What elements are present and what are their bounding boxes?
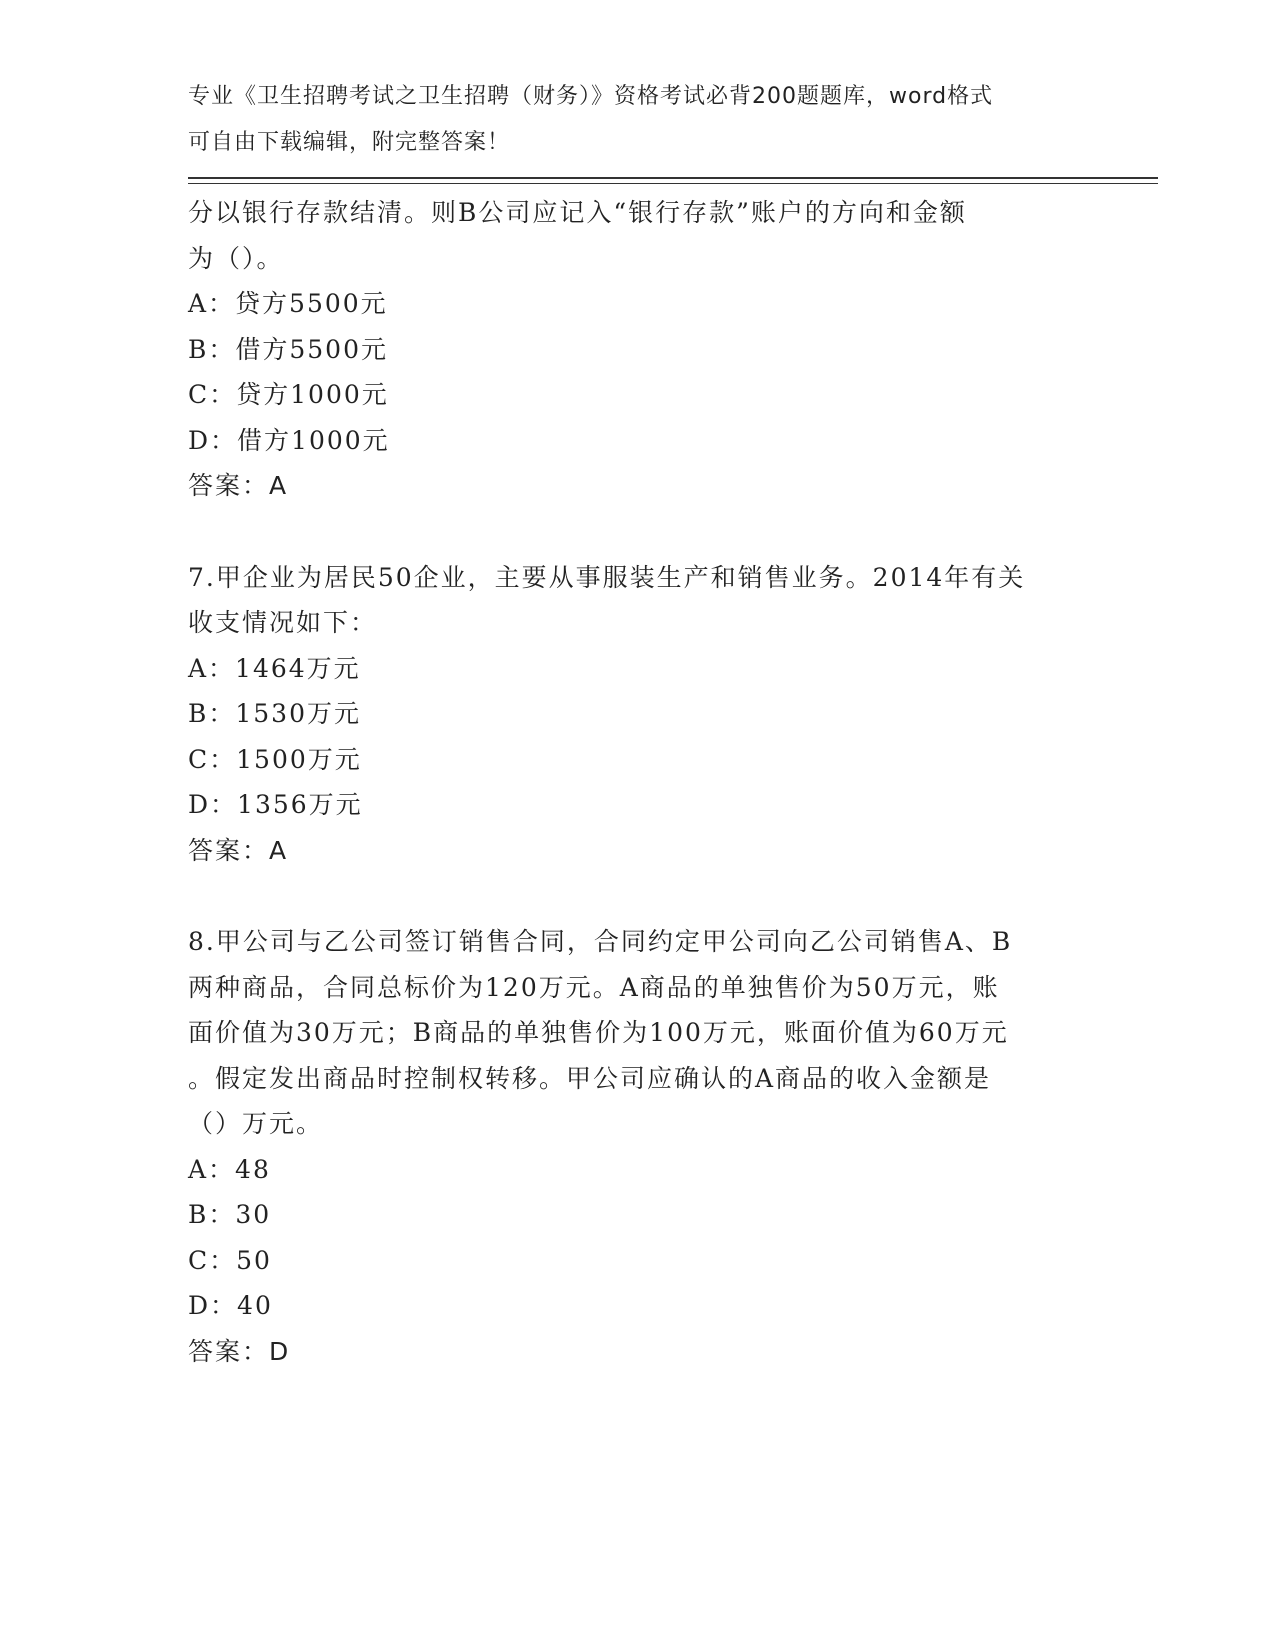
question-stem-line: 面价值为30万元；B商品的单独售价为100万元，账面价值为60万元 [188, 1018, 1009, 1047]
question-list [188, 190, 1088, 1374]
question-stem-line: 7.甲企业为居民50企业，主要从事服装生产和销售业务。2014年有关 [188, 562, 1026, 592]
spacer [188, 873, 1088, 919]
option-d: D：借方1000元 [188, 425, 390, 455]
answer-line: 答案：A [188, 471, 289, 500]
option-b: B：借方5500元 [188, 334, 388, 364]
option-c: C：贷方1000元 [188, 380, 389, 409]
option-b: B：30 [188, 1200, 272, 1229]
question-6 [188, 190, 1088, 509]
option-c: C：50 [188, 1245, 272, 1275]
question-stem-line: 。假定发出商品时控制权转移。甲公司应确认的A商品的收入金额是 [188, 1063, 992, 1093]
answer-line: 答案：A [188, 835, 289, 865]
option-d: D：40 [188, 1291, 273, 1320]
question-stem-line: 8.甲公司与乙公司签订销售合同，合同约定甲公司向乙公司销售A、B [188, 927, 1013, 956]
question-stem-line: （）万元。 [188, 1109, 324, 1138]
header-divider-thick [188, 177, 1158, 179]
header-line-2: 可自由下载编辑，附完整答案！ [188, 129, 511, 155]
option-b: B：1530万元 [188, 699, 361, 728]
option-d: D：1356万元 [188, 790, 363, 819]
question-stem-line: 分以银行存款结清。则B公司应记入“银行存款”账户的方向和金额 [188, 198, 967, 227]
header-divider-thin [188, 183, 1158, 184]
document-header [188, 74, 1068, 165]
question-stem-line: 收支情况如下： [188, 608, 378, 637]
question-8 [188, 919, 1088, 1374]
option-c: C：1500万元 [188, 744, 362, 774]
answer-line: 答案：D [188, 1336, 291, 1366]
spacer [188, 509, 1088, 555]
question-stem-line: 两种商品，合同总标价为120万元。A商品的单独售价为50万元，账 [188, 972, 1000, 1002]
question-stem-line: 为（）。 [188, 243, 284, 273]
option-a: A：48 [188, 1154, 271, 1184]
question-7 [188, 555, 1088, 874]
option-a: A：1464万元 [188, 653, 361, 683]
header-line-1: 专业《卫生招聘考试之卫生招聘（财务）》资格考试必背200题题库，word格式 [188, 84, 994, 109]
option-a: A：贷方5500元 [188, 289, 388, 318]
